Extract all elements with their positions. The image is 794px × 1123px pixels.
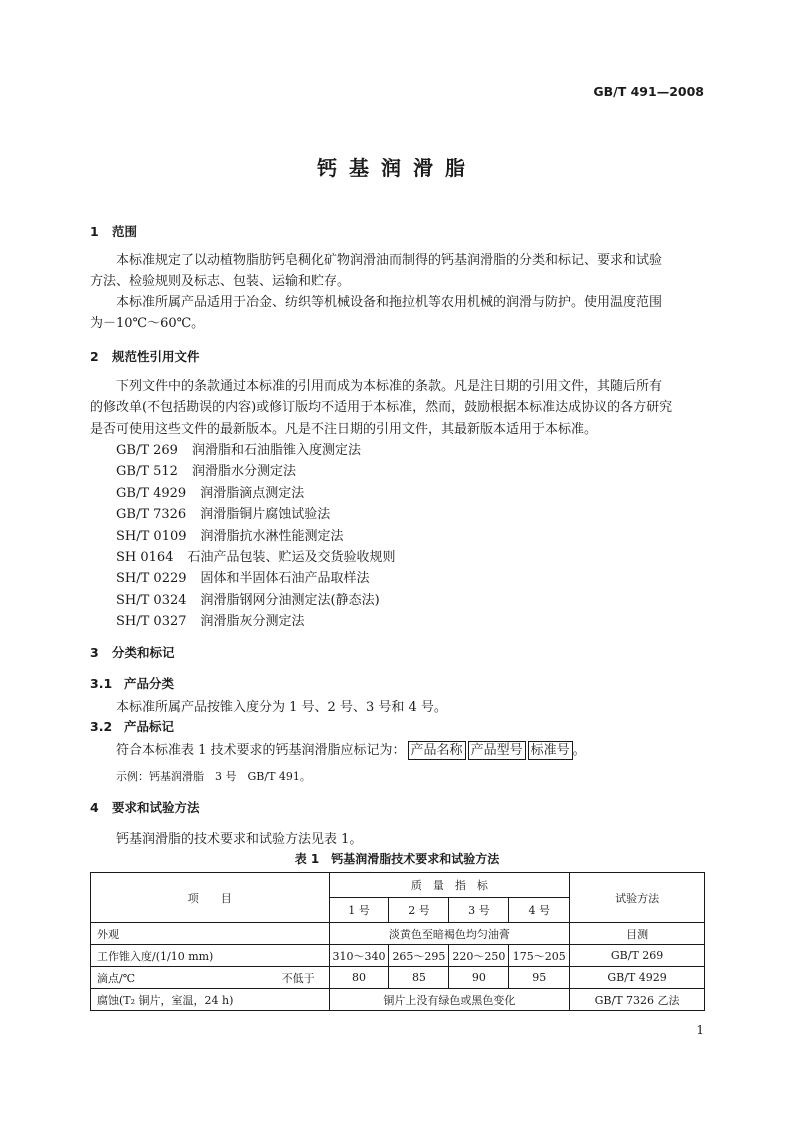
reference-name: 润滑脂铜片腐蚀试验法 (200, 507, 331, 523)
marking-example: 示例：钙基润滑脂 3 号 GB/T 491。 (116, 770, 311, 783)
section-3-2-heading (90, 717, 174, 735)
header-item: 项 目 (91, 873, 330, 923)
row-item: 外观 (91, 923, 330, 945)
section-1-heading (90, 222, 137, 240)
reference-item (116, 440, 395, 461)
section-number: 4 (90, 800, 99, 815)
row-method: 目测 (570, 923, 705, 945)
reference-item (116, 461, 395, 482)
row-value: 220～250 (449, 945, 509, 967)
table-header-row (91, 873, 705, 898)
row-item: 滴点/℃ (97, 971, 136, 985)
section-1-paragraph-2 (90, 292, 705, 335)
row-value: 265～295 (389, 945, 449, 967)
standard-code: GB/T 491—2008 (593, 84, 704, 99)
header-quality: 质 量 指 标 (329, 873, 570, 898)
paragraph-line: 方法、检验规则及标志、包装、运输和贮存。 (90, 274, 351, 290)
section-title: 要求和试验方法 (112, 800, 200, 815)
row-value: 310～340 (329, 945, 389, 967)
row-value: 85 (389, 967, 449, 989)
reference-name: 润滑脂钢网分油测定法(静态法) (200, 592, 380, 608)
grade-header: 2 号 (389, 898, 449, 923)
reference-item (116, 568, 395, 589)
grade-header: 1 号 (329, 898, 389, 923)
row-value: 80 (329, 967, 389, 989)
document-title: 钙基润滑脂 (317, 156, 477, 180)
table-caption: 表 1 钙基润滑脂技术要求和试验方法 (294, 852, 500, 866)
reference-code: GB/T 512 (116, 464, 178, 480)
section-number: 3.2 (90, 719, 113, 734)
reference-name: 润滑脂滴点测定法 (200, 485, 305, 501)
reference-item (116, 526, 395, 547)
marking-text: 符合本标准表 1 技术要求的钙基润滑脂应标记为： (116, 743, 406, 758)
paragraph-line: 本标准规定了以动植物脂肪钙皂稠化矿物润滑油而制得的钙基润滑脂的分类和标记、要求和试验 (116, 253, 663, 268)
reference-item (116, 483, 395, 504)
paragraph-line: 的修改单(不包括勘误的内容)或修订版均不适用于本标准，然而，鼓励根据本标准达成协议的各方研究 (90, 400, 673, 416)
paragraph-line: 是否可使用这些文件的最新版本。凡是不注日期的引用文件，其最新版本适用于本标准。 (90, 421, 598, 437)
reference-item (116, 611, 395, 632)
row-method: GB/T 4929 (570, 967, 705, 989)
row-value: 95 (509, 967, 570, 989)
reference-code: SH/T 0324 (116, 592, 187, 608)
reference-name: 润滑脂和石油脂锥入度测定法 (191, 443, 361, 458)
section-number: 1 (90, 224, 99, 239)
paragraph-line: 下列文件中的条款通过本标准的引用而成为本标准的条款。凡是注日期的引用文件，其随后所有 (116, 379, 663, 394)
section-3-1-heading (90, 674, 174, 692)
section-title: 产品分类 (124, 676, 175, 691)
section-title: 产品标记 (124, 719, 175, 734)
reference-code: SH/T 0229 (116, 571, 187, 587)
reference-name: 润滑脂抗水淋性能测定法 (200, 528, 344, 544)
row-value: 90 (449, 967, 509, 989)
grade-header: 3 号 (449, 898, 509, 923)
row-value: 铜片上没有绿色或黑色变化 (329, 989, 570, 1011)
section-number: 3.1 (90, 676, 113, 691)
section-4-heading (90, 798, 200, 816)
reference-name: 润滑脂水分测定法 (191, 464, 296, 480)
reference-name: 石油产品包装、贮运及交货验收规则 (187, 549, 396, 565)
reference-item (116, 504, 395, 525)
paragraph-line: 为－10℃～60℃。 (90, 316, 205, 332)
section-number: 3 (90, 645, 99, 660)
section-1-paragraph-1 (90, 250, 705, 293)
reference-code: GB/T 7326 (116, 507, 187, 523)
row-item-cell (91, 967, 330, 989)
reference-name: 固体和半固体石油产品取样法 (200, 571, 370, 587)
table-row (91, 989, 705, 1011)
grade-header: 4 号 (509, 898, 570, 923)
reference-item (116, 590, 395, 611)
standard-number-box: 标准号 (528, 741, 573, 760)
row-value: 175～205 (509, 945, 570, 967)
spec-table (90, 872, 705, 1011)
marking-end: 。 (572, 743, 586, 758)
section-3-2-marking (116, 739, 586, 760)
section-title: 分类和标记 (112, 645, 175, 660)
reference-code: SH 0164 (116, 549, 174, 565)
section-title: 规范性引用文件 (112, 349, 200, 364)
section-number: 2 (90, 349, 99, 364)
table-row (91, 967, 705, 989)
reference-code: GB/T 269 (116, 443, 178, 458)
reference-name: 润滑脂灰分测定法 (200, 614, 305, 630)
product-name-box: 产品名称 (408, 741, 466, 760)
table-row (91, 923, 705, 945)
row-method: GB/T 7326 乙法 (570, 989, 705, 1011)
product-model-box: 产品型号 (468, 741, 526, 760)
reference-code: SH/T 0109 (116, 528, 187, 544)
table-row (91, 945, 705, 967)
section-2-heading (90, 347, 200, 365)
section-2-paragraph (90, 376, 705, 440)
paragraph-line: 本标准所属产品适用于冶金、纺织等机械设备和拖拉机等农用机械的润滑与防护。使用温度范围 (116, 295, 663, 310)
row-item: 腐蚀(T₂ 铜片，室温，24 h) (91, 989, 330, 1011)
section-4-text: 钙基润滑脂的技术要求和试验方法见表 1。 (116, 832, 363, 847)
header-method: 试验方法 (570, 873, 705, 923)
row-item: 工作锥入度/(1/10 mm) (91, 945, 330, 967)
section-3-1-text: 本标准所属产品按锥入度分为 1 号、2 号、3 号和 4 号。 (116, 700, 447, 715)
row-value: 淡黄色至暗褐色均匀油膏 (329, 923, 570, 945)
page-number: 1 (696, 1023, 704, 1037)
reference-code: GB/T 4929 (116, 485, 187, 501)
row-item-suffix: 不低于 (281, 971, 315, 985)
row-method: GB/T 269 (570, 945, 705, 967)
section-title: 范围 (112, 224, 138, 239)
reference-code: SH/T 0327 (116, 614, 187, 630)
normative-references-list (116, 440, 395, 633)
reference-item (116, 547, 395, 568)
section-3-heading (90, 643, 175, 661)
